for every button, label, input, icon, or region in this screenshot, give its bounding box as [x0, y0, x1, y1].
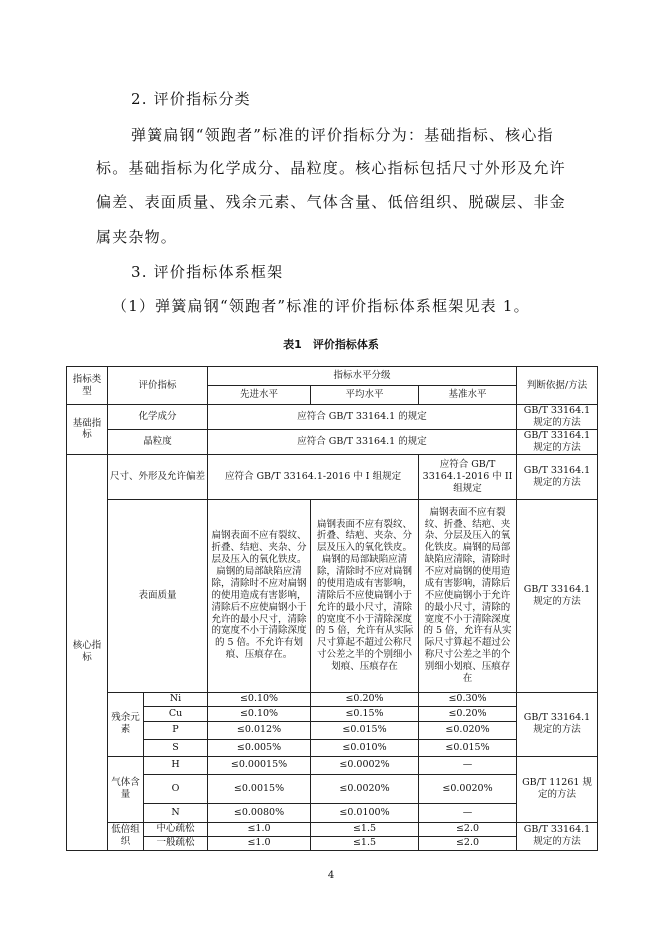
grain-label: 晶粒度: [108, 430, 208, 455]
basic-type: 基础指标: [67, 405, 108, 455]
paragraph-line: 偏差、表面质量、残余元素、气体含量、低倍组织、脱碳层、非金: [96, 193, 566, 211]
section-heading: 2. 评价指标分类: [131, 90, 251, 108]
header-indicator: 评价指标: [108, 367, 208, 405]
paragraph-line: 标。基础指标为化学成分、晶粒度。核心指标包括尺寸外形及允许: [96, 159, 566, 177]
value-avg: ≤1.5: [311, 822, 419, 836]
value-adv: ≤0.10%: [208, 692, 311, 706]
value-base: ≤0.20%: [419, 706, 517, 721]
value-base: ≤0.0020%: [419, 774, 517, 803]
paragraph-line: 属夹杂物。: [96, 228, 178, 246]
value-adv: ≤0.0080%: [208, 803, 311, 822]
macro-method: GB/T 33164.1 规定的方法: [517, 822, 598, 850]
element: H: [144, 756, 208, 774]
size-method: GB/T 33164.1 规定的方法: [517, 454, 598, 499]
core-type: 核心指标: [67, 454, 108, 850]
gas-method: GB/T 11261 规定的方法: [517, 756, 598, 822]
surface-base: 扁钢表面不应有裂纹、折叠、结疤、夹杂、分层及压入的氧化铁皮。扁钢的局部缺陷应清除，清除时不应对扁钢的使用造成有害影响，清除后不应使扁钢小于允许的最小尺寸，清除的宽度不小于清除深度的 5 倍，允许有从实际尺寸算起不超过公称尺寸公差之半的个别细小划痕、压痕存在: [419, 499, 517, 692]
surface-label: 表面质量: [108, 499, 208, 692]
value-base: ≤0.30%: [419, 692, 517, 706]
value-base: —: [419, 803, 517, 822]
residual-label: 残余元素: [108, 692, 144, 756]
evaluation-index-table: [66, 366, 598, 851]
residual-method: GB/T 33164.1 规定的方法: [517, 692, 598, 756]
element: 中心疏松: [144, 822, 208, 836]
element: N: [144, 803, 208, 822]
value-adv: ≤0.10%: [208, 706, 311, 721]
paragraph-line: 弹簧扁钢“领跑者”标准的评价指标分为：基础指标、核心指: [131, 126, 554, 144]
surface-method: GB/T 33164.1 规定的方法: [517, 499, 598, 692]
chem-requirement: 应符合 GB/T 33164.1 的规定: [208, 405, 517, 430]
element: O: [144, 774, 208, 803]
value-base: ≤2.0: [419, 822, 517, 836]
grain-method: GB/T 33164.1 规定的方法: [517, 430, 598, 455]
paragraph-line: （1）弹簧扁钢“领跑者”标准的评价指标体系框架见表 1。: [112, 297, 530, 315]
section-heading: 3. 评价指标体系框架: [131, 263, 284, 281]
value-avg: ≤0.20%: [311, 692, 419, 706]
size-label: 尺寸、外形及允许偏差: [108, 454, 208, 499]
value-adv: ≤0.00015%: [208, 756, 311, 774]
header-advanced: 先进水平: [208, 386, 311, 405]
surface-adv: 扁钢表面不应有裂纹、折叠、结疤、夹杂、分层及压入的氧化铁皮。扁钢的局部缺陷应清除，清除时不应对扁钢的使用造成有害影响，清除后不应使扁钢小于允许的最小尺寸，清除的宽度不小于清除深度的 5 倍。不允许有划痕、压痕存在。: [208, 499, 311, 692]
size-adv-avg: 应符合 GB/T 33164.1-2016 中 I 组规定: [208, 454, 419, 499]
value-avg: ≤0.015%: [311, 721, 419, 739]
value-avg: ≤1.5: [311, 836, 419, 850]
macro-label: 低倍组织: [108, 822, 144, 850]
header-average: 平均水平: [311, 386, 419, 405]
element: S: [144, 739, 208, 756]
element: P: [144, 721, 208, 739]
chem-method: GB/T 33164.1 规定的方法: [517, 405, 598, 430]
chem-label: 化学成分: [108, 405, 208, 430]
value-adv: ≤0.012%: [208, 721, 311, 739]
value-avg: ≤0.15%: [311, 706, 419, 721]
value-base: ≤2.0: [419, 836, 517, 850]
value-avg: ≤0.0100%: [311, 803, 419, 822]
table-caption: 表1 评价指标体系: [283, 338, 379, 351]
grain-requirement: 应符合 GB/T 33164.1 的规定: [208, 430, 517, 455]
header-levels: 指标水平分级: [208, 367, 517, 386]
page-number: 4: [327, 870, 335, 881]
value-base: ≤0.020%: [419, 721, 517, 739]
value-base: —: [419, 756, 517, 774]
value-avg: ≤0.0002%: [311, 756, 419, 774]
value-avg: ≤0.010%: [311, 739, 419, 756]
value-adv: ≤0.005%: [208, 739, 311, 756]
value-base: ≤0.015%: [419, 739, 517, 756]
gas-label: 气体含量: [108, 756, 144, 822]
value-adv: ≤0.0015%: [208, 774, 311, 803]
element: Cu: [144, 706, 208, 721]
size-base: 应符合 GB/T 33164.1-2016 中 II 组规定: [419, 454, 517, 499]
header-type: 指标类型: [67, 367, 108, 405]
surface-avg: 扁钢表面不应有裂纹、折叠、结疤、夹杂、分层及压入的氧化铁皮。扁钢的局部缺陷应清除，清除时不应对扁钢的使用造成有害影响，清除后不应使扁钢小于允许的最小尺寸，清除的宽度不小于清除深度的 5 倍，允许有从实际尺寸算起不超过公称尺寸公差之半的个别细小划痕、压痕存在: [311, 499, 419, 692]
element: 一般疏松: [144, 836, 208, 850]
header-method: 判断依据/方法: [517, 367, 598, 405]
header-baseline: 基准水平: [419, 386, 517, 405]
value-avg: ≤0.0020%: [311, 774, 419, 803]
element: Ni: [144, 692, 208, 706]
value-adv: ≤1.0: [208, 836, 311, 850]
value-adv: ≤1.0: [208, 822, 311, 836]
